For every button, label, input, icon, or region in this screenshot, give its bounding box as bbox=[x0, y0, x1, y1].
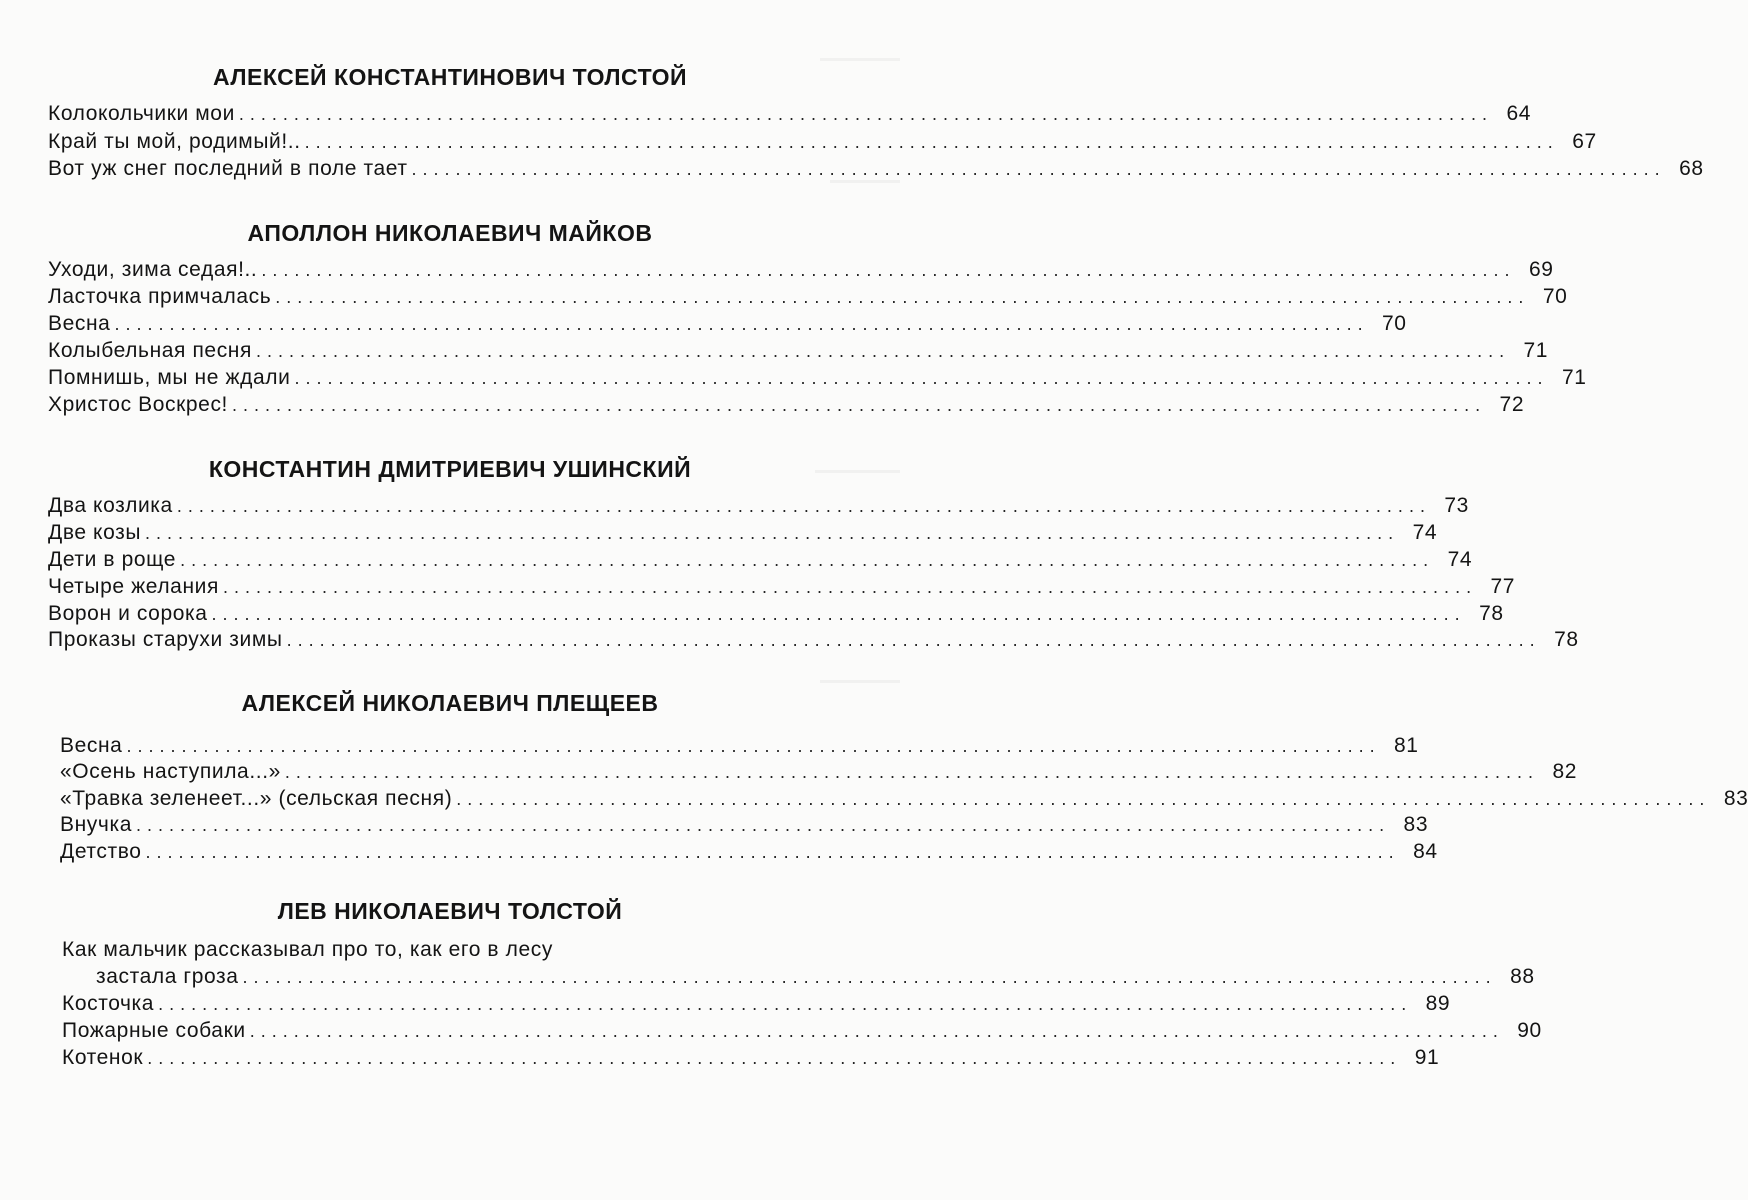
leader-dots: .................................................................................................................. bbox=[211, 604, 1466, 624]
bleed-through-mark bbox=[820, 680, 900, 683]
toc-entry[interactable] bbox=[60, 840, 1438, 866]
entry-title: Весна bbox=[60, 734, 123, 757]
leader-dots: .................................................................................................................. bbox=[249, 1021, 1504, 1041]
entry-page-number: 71 bbox=[1523, 339, 1549, 362]
toc-entry[interactable] bbox=[48, 157, 1704, 183]
leader-dots: .................................................................................................................. bbox=[231, 395, 1487, 415]
entry-page-number: 71 bbox=[1562, 366, 1587, 389]
toc-entry[interactable] bbox=[62, 1046, 1440, 1072]
entry-page-number: 70 bbox=[1382, 312, 1407, 335]
entry-title: Уходи, зима седая!.. bbox=[48, 258, 258, 281]
author-heading: АЛЕКСЕЙ НИКОЛАЕВИЧ ПЛЕЩЕЕВ bbox=[241, 690, 659, 716]
leader-dots: .................................................................................................................. bbox=[147, 1048, 1402, 1068]
leader-dots: .................................................................................................................. bbox=[145, 523, 1400, 543]
entry-page-number: 67 bbox=[1572, 130, 1597, 153]
leader-dots: .................................................................................................................. bbox=[126, 736, 1381, 756]
entry-page-number: 74 bbox=[1412, 521, 1438, 544]
toc-entry[interactable] bbox=[60, 734, 1419, 760]
entry-page-number: 74 bbox=[1447, 548, 1473, 571]
entry-title: Дети в роще bbox=[48, 548, 177, 571]
entry-title: Пожарные собаки bbox=[62, 1019, 246, 1042]
toc-entry[interactable] bbox=[60, 813, 1429, 839]
toc-entry[interactable] bbox=[48, 102, 1532, 128]
entry-title: Две козы bbox=[48, 521, 142, 544]
entry-title: Проказы старухи зимы bbox=[48, 628, 283, 651]
author-heading: АЛЕКСЕЙ КОНСТАНТИНОВИЧ ТОЛСТОЙ bbox=[212, 64, 687, 90]
toc-entry[interactable] bbox=[60, 760, 1578, 786]
entry-page-number: 68 bbox=[1679, 157, 1704, 180]
toc-entry[interactable] bbox=[48, 548, 1473, 574]
leader-dots: .................................................................................................................. bbox=[294, 368, 1549, 388]
leader-dots: .................................................................................................................. bbox=[261, 260, 1516, 280]
entry-title: Вот уж снег последний в поле тает bbox=[48, 157, 408, 180]
toc-entry[interactable] bbox=[48, 494, 1469, 520]
leader-dots: .................................................................................................................. bbox=[158, 994, 1413, 1014]
leader-dots: .................................................................................................................. bbox=[255, 341, 1511, 361]
entry-page-number: 78 bbox=[1479, 602, 1504, 625]
entry-page-number: 64 bbox=[1506, 102, 1532, 125]
leader-dots: .................................................................................................................. bbox=[238, 104, 1494, 124]
toc-entry[interactable] bbox=[48, 628, 1579, 654]
leader-dots: .................................................................................................................. bbox=[242, 967, 1497, 987]
author-heading: КОНСТАНТИН ДМИТРИЕВИЧ УШИНСКИЙ bbox=[208, 456, 692, 482]
leader-dots: .................................................................................................................. bbox=[284, 762, 1540, 782]
leader-dots: .................................................................................................................. bbox=[145, 842, 1400, 862]
entry-title: Край ты мой, родимый!.. bbox=[48, 130, 301, 153]
leader-dots: .................................................................................................................. bbox=[456, 789, 1711, 809]
entry-page-number: 83 bbox=[1723, 787, 1748, 810]
toc-entry[interactable] bbox=[48, 602, 1504, 628]
toc-entry[interactable] bbox=[62, 992, 1451, 1018]
entry-title: Ласточка примчалась bbox=[48, 285, 272, 308]
entry-title: Два козлика bbox=[48, 494, 173, 517]
entry-page-number: 88 bbox=[1510, 965, 1535, 988]
entry-page-number: 91 bbox=[1414, 1046, 1440, 1069]
toc-entry[interactable] bbox=[48, 521, 1438, 547]
leader-dots: .................................................................................................................. bbox=[275, 287, 1530, 307]
toc-entry[interactable] bbox=[48, 575, 1516, 601]
entry-title: «Травка зеленеет...» (сельская песня) bbox=[60, 787, 453, 810]
leader-dots: .................................................................................................................. bbox=[222, 577, 1478, 597]
author-heading: ЛЕВ НИКОЛАЕВИЧ ТОЛСТОЙ bbox=[277, 898, 623, 924]
entry-title: Христос Воскрес! bbox=[48, 393, 228, 416]
leader-dots: .................................................................................................................. bbox=[304, 132, 1559, 152]
leader-dots: .................................................................................................................. bbox=[286, 630, 1541, 650]
leader-dots: .................................................................................................................. bbox=[180, 550, 1435, 570]
entry-page-number: 70 bbox=[1542, 285, 1568, 308]
entry-page-number: 89 bbox=[1425, 992, 1451, 1015]
bleed-through-mark bbox=[820, 58, 900, 61]
toc-entry[interactable] bbox=[48, 339, 1549, 365]
entry-page-number: 82 bbox=[1552, 760, 1578, 783]
entry-page-number: 90 bbox=[1517, 1019, 1542, 1042]
entry-title: Четыре желания bbox=[48, 575, 219, 598]
toc-entry[interactable] bbox=[48, 393, 1525, 419]
entry-page-number: 77 bbox=[1490, 575, 1516, 598]
toc-entry[interactable] bbox=[48, 258, 1554, 284]
entry-title: застала гроза bbox=[96, 965, 239, 988]
entry-title: Детство bbox=[60, 840, 142, 863]
author-heading: АПОЛЛОН НИКОЛАЕВИЧ МАЙКОВ bbox=[247, 220, 653, 246]
leader-dots: .................................................................................................................. bbox=[411, 159, 1666, 179]
toc-entry[interactable] bbox=[48, 366, 1587, 392]
entry-page-number: 83 bbox=[1403, 813, 1429, 836]
toc-entry[interactable] bbox=[48, 285, 1568, 311]
entry-title: Помнишь, мы не ждали bbox=[48, 366, 291, 389]
entry-title-line1[interactable]: Как мальчик рассказывал про то, как его в лесу bbox=[62, 938, 553, 961]
entry-title: Весна bbox=[48, 312, 111, 335]
toc-entry[interactable] bbox=[60, 787, 1748, 813]
entry-page-number: 72 bbox=[1499, 393, 1525, 416]
toc-entry[interactable] bbox=[96, 965, 1535, 991]
toc-entry[interactable] bbox=[48, 312, 1407, 338]
entry-title: Ворон и сорока bbox=[48, 602, 208, 625]
entry-page-number: 73 bbox=[1444, 494, 1469, 517]
entry-page-number: 81 bbox=[1394, 734, 1419, 757]
toc-entry[interactable] bbox=[62, 1019, 1542, 1045]
entry-title: Косточка bbox=[62, 992, 155, 1015]
entry-title: Колокольчики мои bbox=[48, 102, 235, 125]
leader-dots: .................................................................................................................. bbox=[176, 496, 1431, 516]
leader-dots: .................................................................................................................. bbox=[114, 314, 1369, 334]
entry-page-number: 69 bbox=[1528, 258, 1554, 281]
toc-entry[interactable] bbox=[48, 130, 1597, 156]
entry-title: Внучка bbox=[60, 813, 132, 836]
entry-page-number: 84 bbox=[1413, 840, 1438, 863]
entry-title: «Осень наступила...» bbox=[60, 760, 281, 783]
entry-page-number: 78 bbox=[1554, 628, 1579, 651]
bleed-through-mark bbox=[830, 180, 900, 183]
entry-title: Колыбельная песня bbox=[48, 339, 252, 362]
leader-dots: .................................................................................................................. bbox=[135, 815, 1391, 835]
entry-title: Котенок bbox=[62, 1046, 144, 1069]
